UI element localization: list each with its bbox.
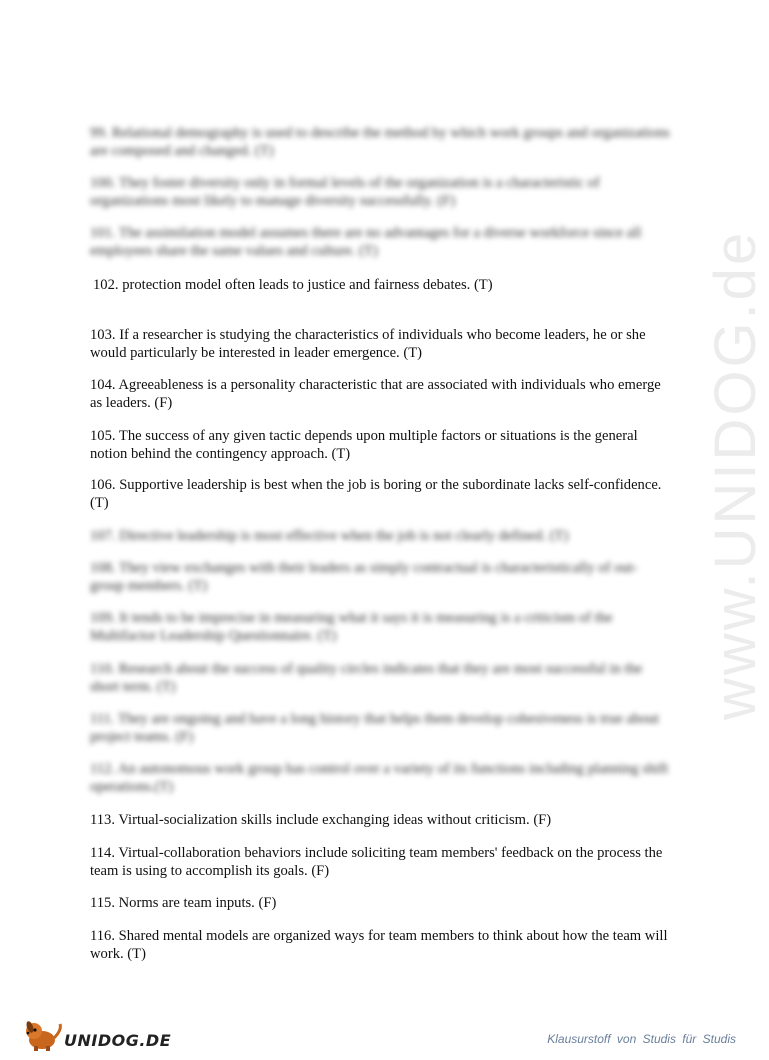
question-102: 102. protection model often leads to justice and fairness debates. (T): [93, 277, 493, 293]
footer-tagline: Klausurstoff von Studis für Studis: [547, 1032, 736, 1046]
question-107: 107. Directive leadership is most effective when the job is not clearly defined. (T): [90, 528, 569, 544]
question-106: 106. Supportive leadership is best when the job is boring or the subordinate lacks self-confidence. (T): [90, 477, 662, 511]
question-101: 101. The assimilation model assumes there are no advantages for a diverse workforce since all employees share the same values and culture. (T): [90, 225, 642, 259]
question-100: 100. They foster diversity only in formal levels of the organization is a characteristic of organizations most likely to manage diversity successfully. (F): [90, 175, 600, 209]
dog-icon: [22, 1018, 68, 1052]
question-113: 113. Virtual-socialization skills include exchanging ideas without criticism. (F): [90, 812, 552, 828]
question-114: 114. Virtual-collaboration behaviors include soliciting team members' feedback on the process the team is using to accomplish its goals. (F): [90, 845, 663, 879]
watermark: www.UNIDOG.de: [703, 229, 768, 720]
question-112: 112. An autonomous work group has control over a variety of its functions including planning shift operations.(T): [90, 761, 669, 795]
question-108: 108. They view exchanges with their leaders as simply contractual is characteristically of out-group members. (T): [90, 560, 638, 594]
question-116: 116. Shared mental models are organized ways for team members to think about how the team will work. (T): [90, 928, 668, 962]
question-105: 105. The success of any given tactic depends upon multiple factors or situations is the general notion behind the contingency approach. (T): [90, 428, 638, 462]
unidog-logo[interactable]: [22, 1018, 171, 1052]
question-115: 115. Norms are team inputs. (F): [90, 895, 277, 911]
logo-text: UNIDOG.DE: [64, 1030, 172, 1050]
question-111: 111. They are ongoing and have a long history that helps them develop cohesiveness is true about project teams. (F): [90, 711, 659, 745]
question-99: 99. Relational demography is used to describe the method by which work groups and organizations are composed and changed. (T): [90, 125, 670, 159]
question-104: 104. Agreeableness is a personality characteristic that are associated with individuals who emerge as leaders. (F): [90, 377, 661, 411]
question-103: 103. If a researcher is studying the characteristics of individuals who become leaders, he or she would particularly be interested in leader emergence. (T): [90, 327, 646, 361]
question-109: 109. It tends to be imprecise in measuring what it says it is measuring is a criticism of the Multifactor Leadership Questionnaire. (T): [90, 610, 613, 644]
question-110: 110. Research about the success of quality circles indicates that they are most successful in the short term. (T): [90, 661, 643, 695]
